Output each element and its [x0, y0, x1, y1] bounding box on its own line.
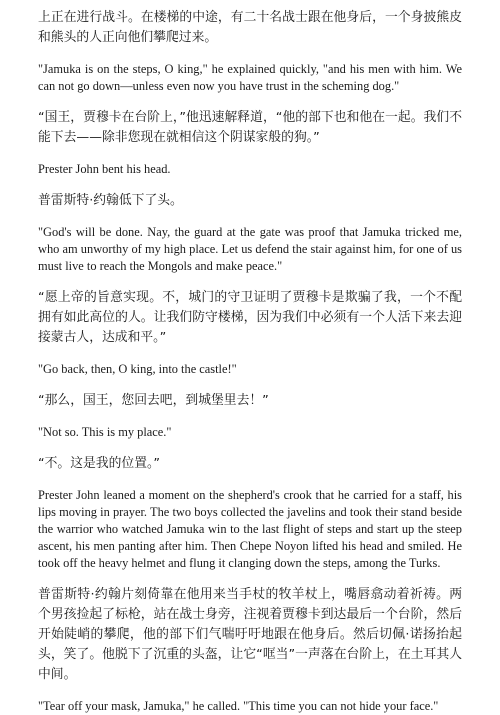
paragraph-zh-7: 普雷斯特·约翰片刻倚靠在他用来当手杖的牧羊杖上，嘴唇翕动着祈祷。两个男孩捡起了标枪，站在战士身旁，注视着贾穆卡到达最后一个台阶，然后开始陡峭的攀爬，他的部下们气喘吁吁地跟在他身后。然后切佩·诺扬抬起头，笑了。他脱下了沉重的头盔，让它“哐当”一声落在台阶上，在土耳其人中间。 [38, 587, 462, 682]
paragraph-en-7: "Tear off your mask, Jamuka," he called. "This time you can not hide your face." [38, 699, 439, 713]
paragraph-zh-1: 上正在进行战斗。在楼梯的中途，有二十名战士跟在他身后，一个身披熊皮和熊头的人正向他们攀爬过来。 [38, 10, 462, 45]
paragraph-zh-3: 普雷斯特·约翰低下了头。 [38, 193, 183, 208]
paragraph-zh-5: “那么，国王，您回去吧，到城堡里去！” [38, 393, 269, 408]
paragraph-en-4: "Go back, then, O king, into the castle!" [38, 362, 237, 376]
paragraph-en-6: Prester John leaned a moment on the shepherd's crook that he carried for a staff, his lips moving in prayer. The two boys collected the javelins and took their stand beside the warrior who watched Jamuka win to the last flight of steps and start up the steep ascent, his men panting after him. Then Chepe Noyon lifted his head and smiled. He took off the heavy helmet and flung it clanging down the steps, among the Turks. [38, 488, 462, 570]
paragraph-en-1: "Jamuka is on the steps, O king," he explained quickly, "and his men with him. We can not go down—unless even now you have trust in the scheming dog." [38, 62, 462, 93]
paragraph-en-2: Prester John bent his head. [38, 162, 171, 176]
paragraph-zh-4: “愿上帝的旨意实现。不，城门的守卫证明了贾穆卡是欺骗了我，一个不配拥有如此高位的人。让我们防守楼梯，因为我们中必须有一个人活下来去迎接蒙古人，达成和平。” [38, 290, 462, 345]
paragraph-en-3: "God's will be done. Nay, the guard at the gate was proof that Jamuka tricked me, who am unworthy of my high place. Let us defend the stair against him, for one of us must live to reach the Mongols and make peace." [38, 225, 462, 273]
paragraph-zh-6: “不。这是我的位置。” [38, 456, 161, 471]
paragraph-zh-2: “国王，贾穆卡在台阶上，”他迅速解释道，“他的部下也和他在一起。我们不能下去——除非您现在就相信这个阴谋家般的狗。” [38, 110, 462, 145]
paragraph-en-5: "Not so. This is my place." [38, 425, 172, 439]
